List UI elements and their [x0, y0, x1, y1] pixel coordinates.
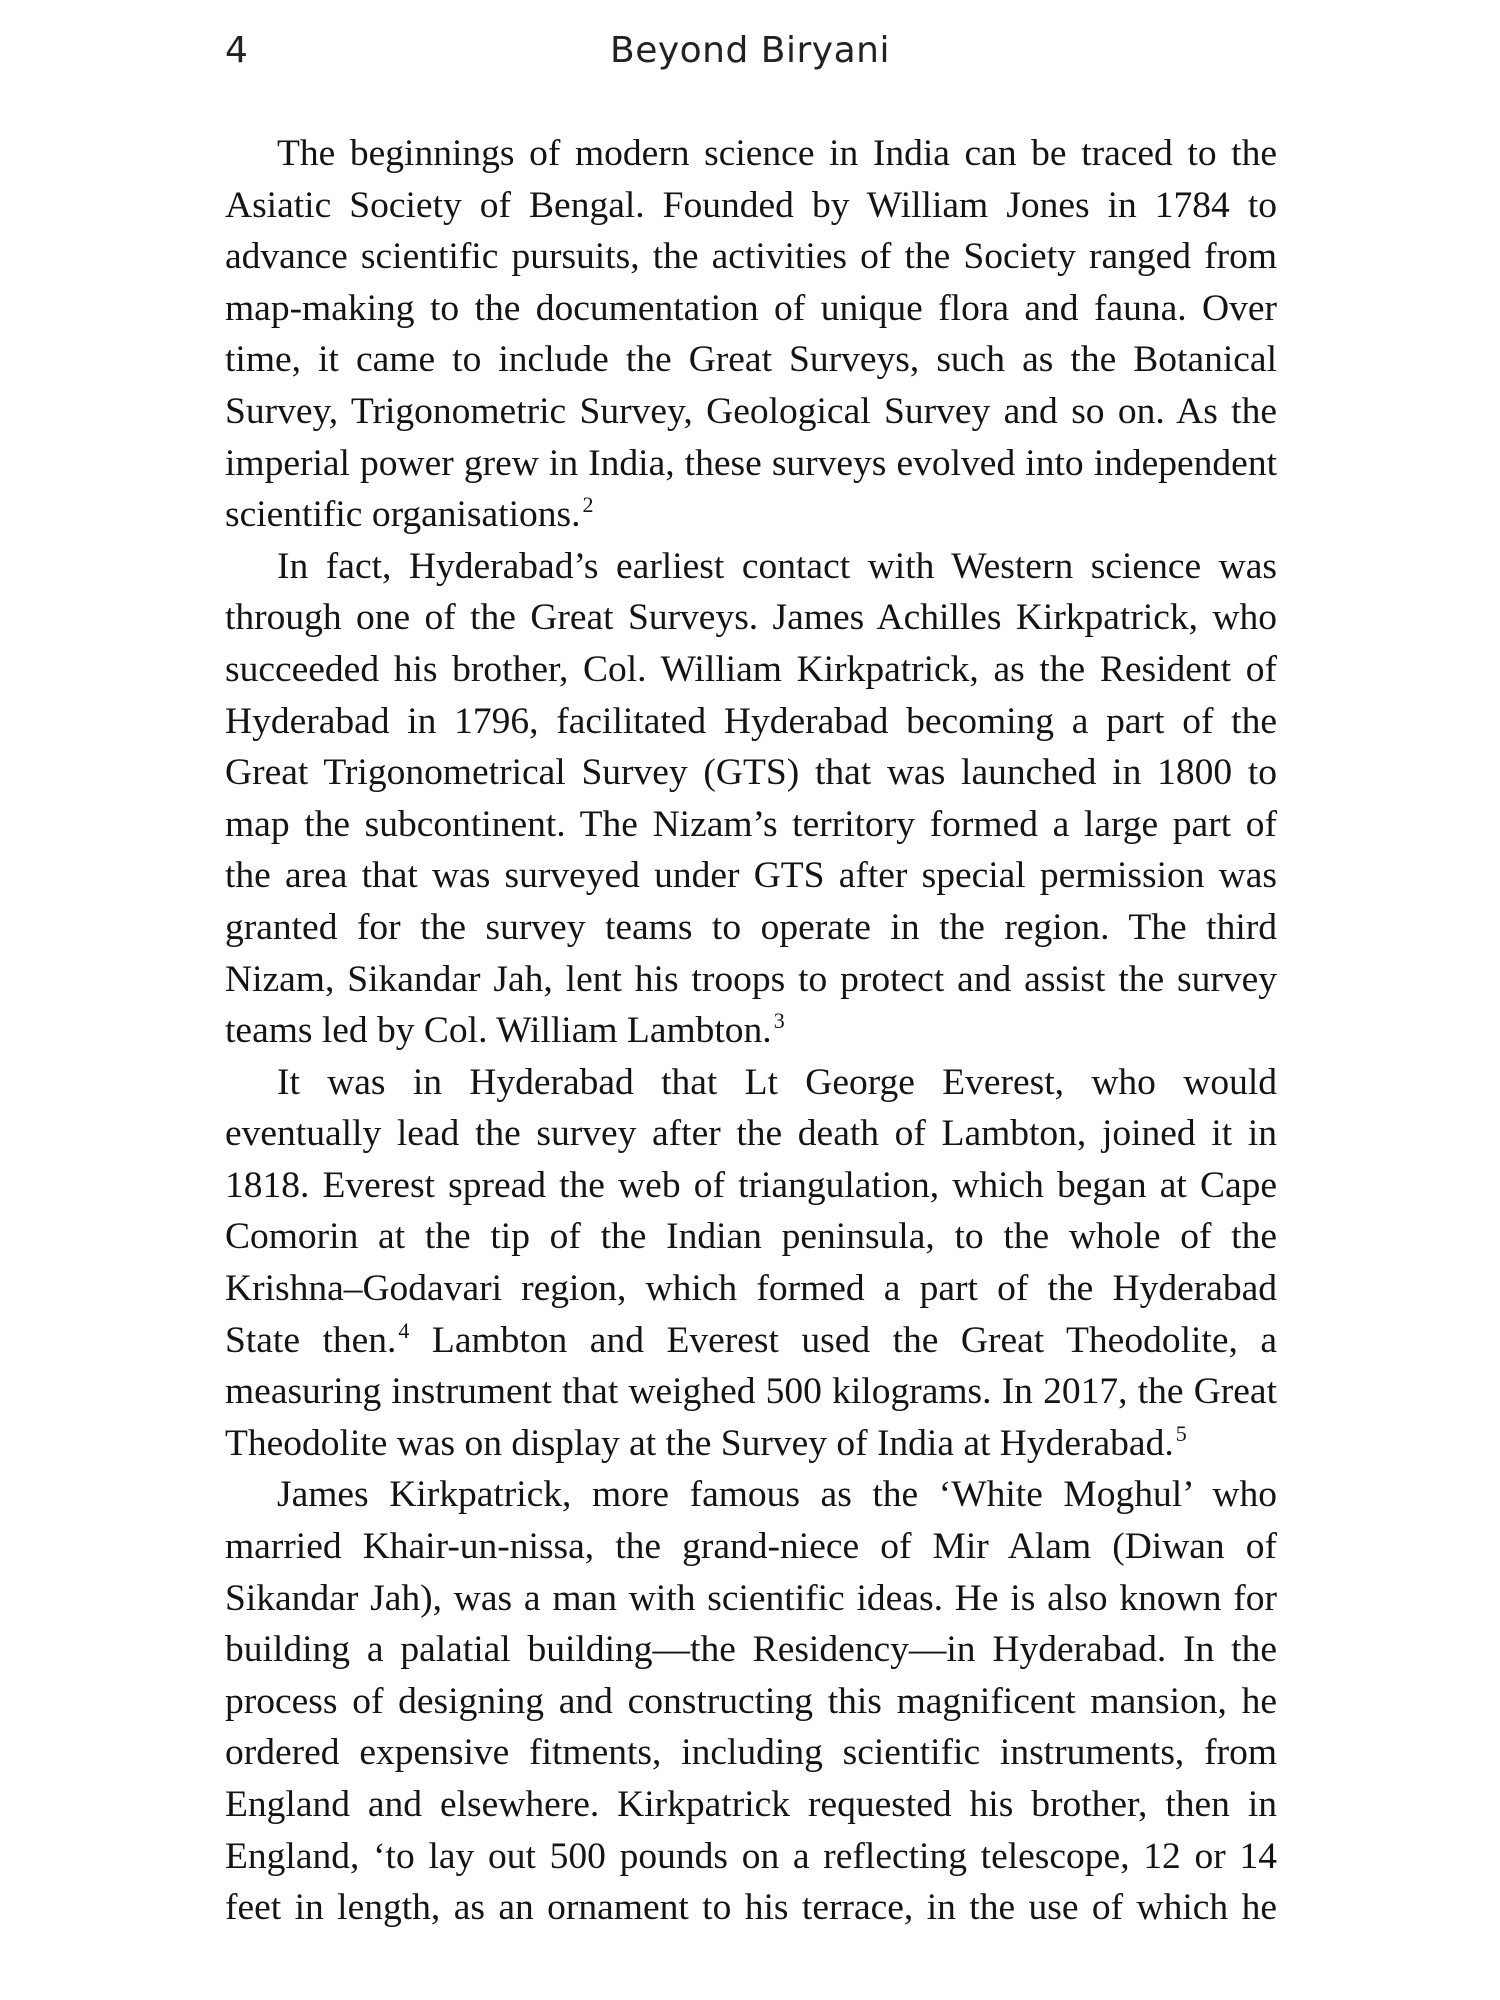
paragraph-text: James Kirkpatrick, more famous as the ‘White Moghul’ who married Khair-un-nissa, the grand-niece of Mir Alam (Diwan of Sikandar Jah), was a man with scientific ideas. He is also known for building a palatial building—the Residency—in Hyderabad. In the process of designing and constructing this magnificent mansion, he ordered expensive fitments, including scientific instruments, from England and elsewhere. Kirkpatrick requested his brother, then in England, ‘to lay out 500 pounds on a reflecting telescope, 12 or 14 feet in length, as an ornament to his terrace, in the use of which he — [225, 1474, 1277, 1929]
footnote-ref-2: 2 — [582, 492, 594, 518]
paragraph-2 — [225, 541, 1277, 1057]
book-title: Beyond Biryani — [610, 30, 890, 71]
paragraph-text: The beginnings of modern science in India can be traced to the Asiatic Society of Bengal. Founded by William Jones in 1784 to advance scientific pursuits, the activities of the Society ranged from map-making to the documentation of unique flora and fauna. Over time, it came to include the Great Surveys, such as the Botanical Survey, Trigonometric Survey, Geological Survey and so on. As the imperial power grew in India, these surveys evolved into independent scientific organisations. — [225, 133, 1277, 536]
body-text — [225, 128, 1277, 1934]
footnote-ref-3: 3 — [773, 1008, 785, 1034]
paragraph-4 — [225, 1469, 1277, 1933]
page-number: 4 — [225, 30, 249, 71]
paragraph-3 — [225, 1057, 1277, 1470]
paragraph-text: In fact, Hyderabad’s earliest contact with Western science was through one of the Great Surveys. James Achilles Kirkpatrick, who succeeded his brother, Col. William Kirkpatrick, as the Resident of Hyderabad in 1796, facilitated Hyderabad becoming a part of the Great Trigonometrical Survey (GTS) that was launched in 1800 to map the subcontinent. The Nizam’s territory formed a large part of the area that was surveyed under GTS after special permission was granted for the survey teams to operate in the region. The third Nizam, Sikandar Jah, lent his troops to protect and assist the survey teams led by Col. William Lambton. — [225, 545, 1277, 1052]
paragraph-1 — [225, 128, 1277, 541]
footnote-ref-5: 5 — [1175, 1420, 1187, 1446]
paragraph-text-continued: Lambton and Everest used the Great Theodolite, a measuring instrument that weighed 500 kilograms. In 2017, the Great Theodolite was on display at the Survey of India at Hyderabad. — [225, 1319, 1277, 1464]
footnote-ref-4: 4 — [398, 1317, 410, 1343]
running-head — [225, 22, 1275, 82]
paragraph-text: It was in Hyderabad that Lt George Everest, who would eventually lead the survey after the death of Lambton, joined it in 1818. Everest spread the web of triangulation, which began at Cape Comorin at the tip of the Indian peninsula, to the whole of the Krishna–Godavari region, which formed a part of the Hyderabad State then. — [225, 1061, 1277, 1361]
